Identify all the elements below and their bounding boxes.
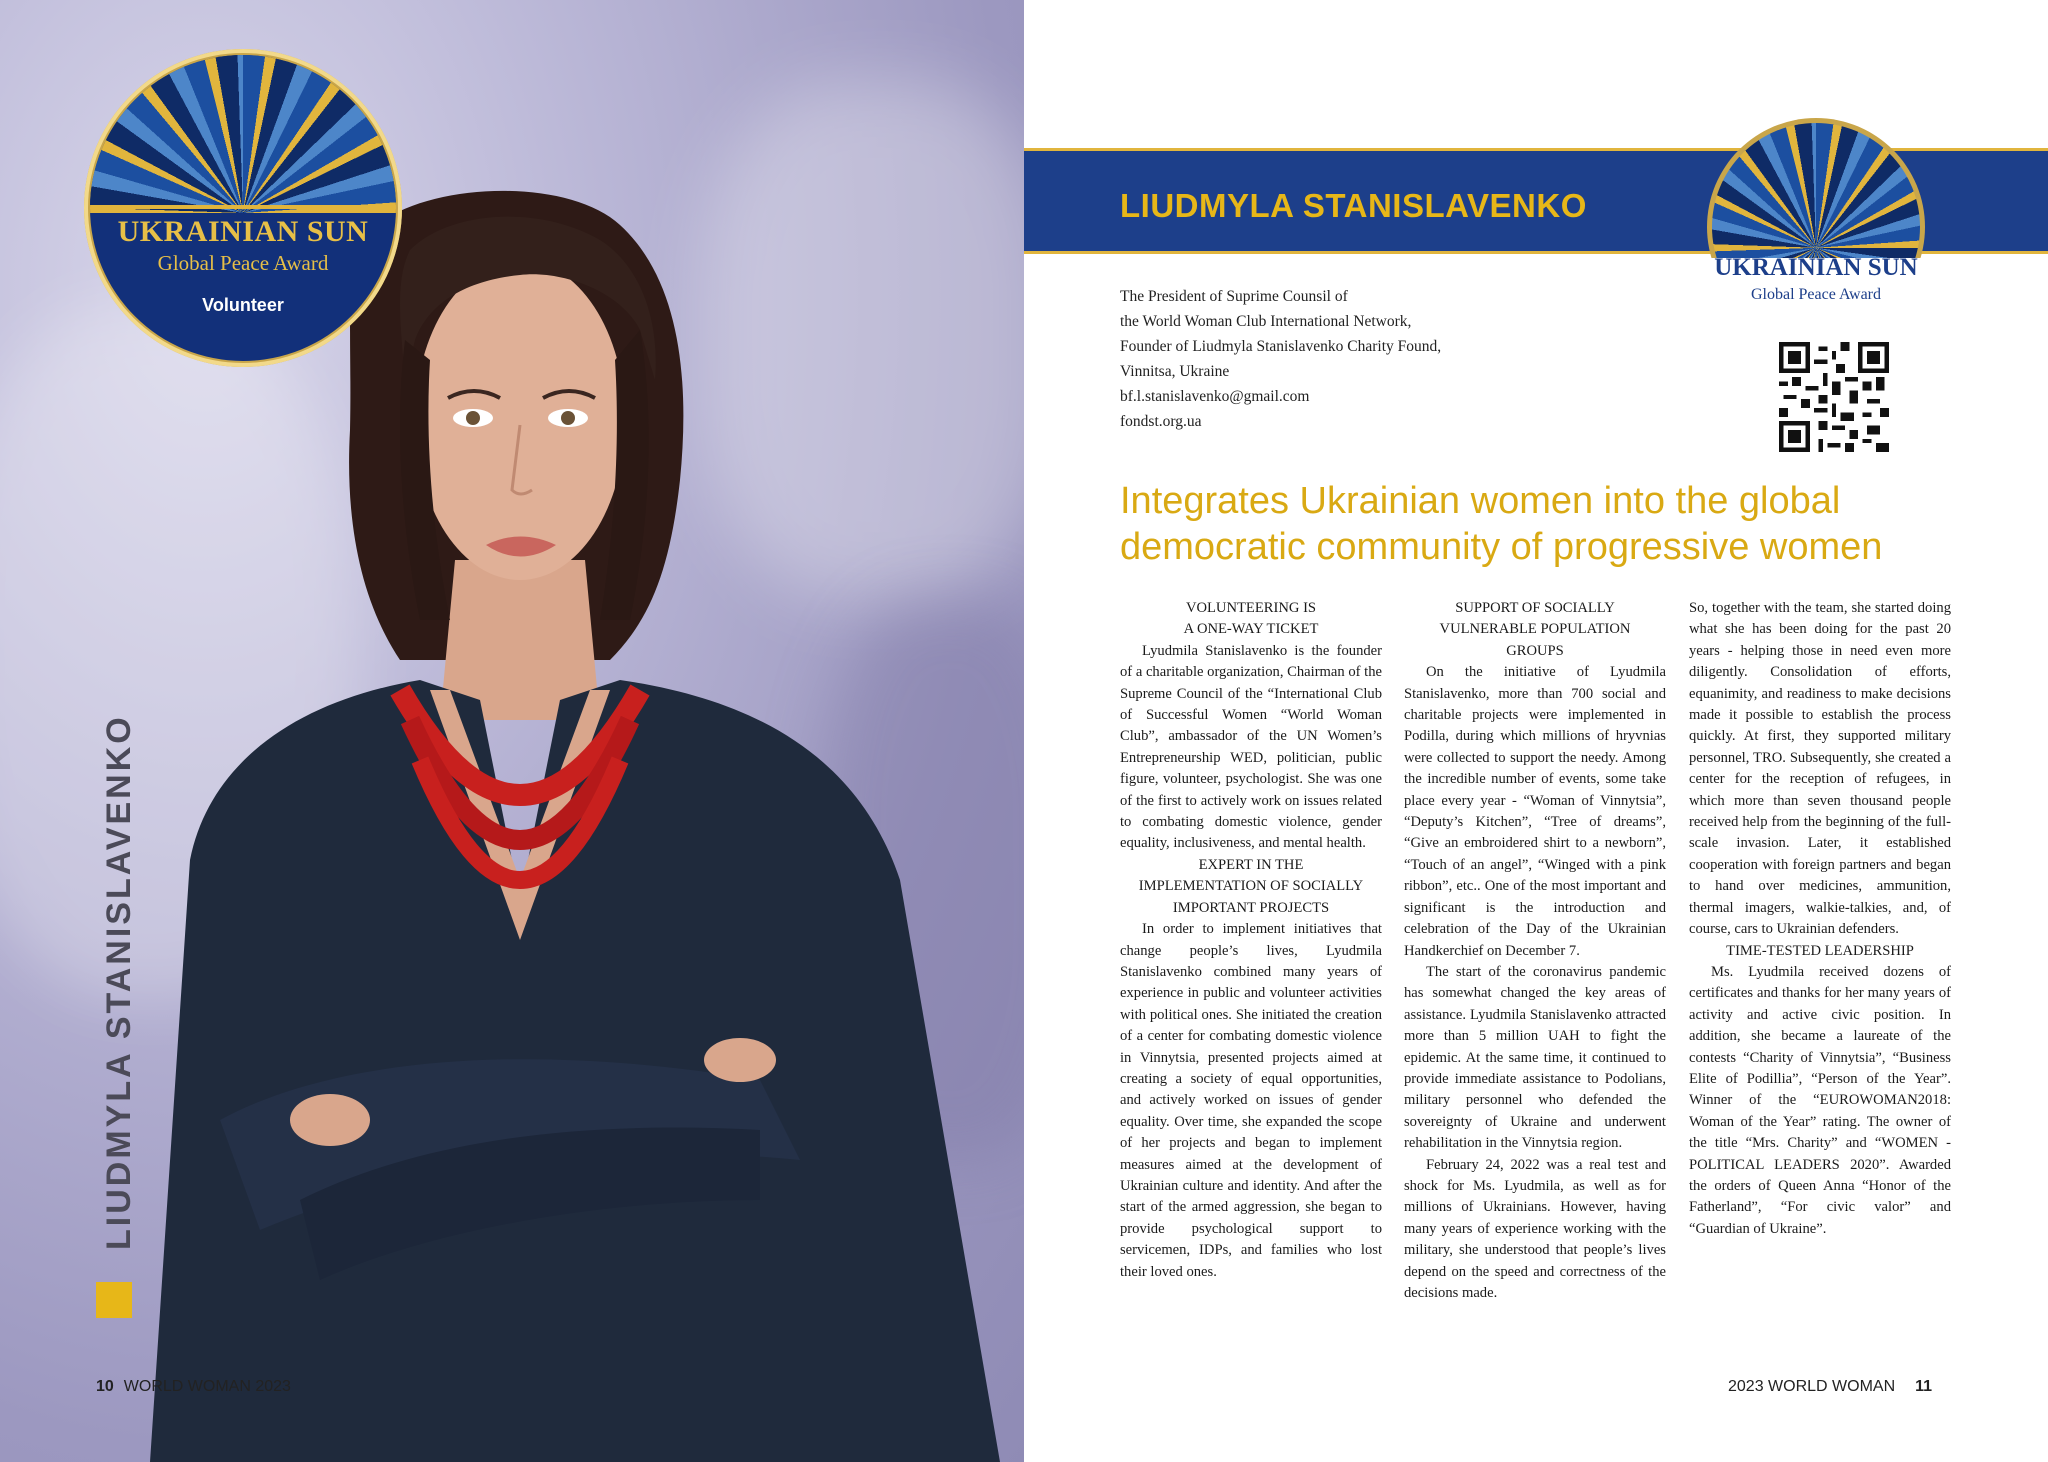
left-folio (96, 1378, 291, 1396)
contact-website[interactable]: fondst.org.ua (1120, 413, 1202, 430)
page-number: 11 (1915, 1378, 1933, 1395)
sun-mosaic-icon (1712, 123, 1920, 258)
section-heading: EXPERT IN THE IMPLEMENTATION OF SOCIALLY IMPORTANT PROJECTS (1138, 856, 1364, 916)
contact-line: the World Woman Club International Network, (1120, 313, 1412, 330)
right-page (1024, 0, 2048, 1462)
badge-title: UKRAINIAN SUN (117, 215, 369, 248)
running-head: WORLD WOMAN 2023 (123, 1378, 291, 1395)
text-column-2 (1404, 598, 1666, 1304)
running-head: 2023 WORLD WOMAN (1728, 1378, 1896, 1395)
body-paragraph: On the initiative of Lyudmila Stanislavenko, more than 700 social and charitable projects were implemented in Podilla, during which millions of hryvnias were collected to support the needy. Among the incredible number of events, some take place every year - “Woman of Vinnytsia”, “Deputy’s Kitchen”, “Tree of dreams”, “Give an embroidered shirt to a newborn”, “Touch of an angel”, “Winged with a pink ribbon”, etc.. One of the most important and significant is the introduction and celebration of the Day of the Ukrainian Handkerchief on December 7. (1404, 664, 1666, 959)
contact-line: The President of Suprime Counsil of (1120, 288, 1348, 305)
contact-block (1120, 284, 1441, 434)
badge-subtitle: Global Peace Award (157, 251, 329, 275)
body-paragraph: In order to implement initiatives that change people’s lives, Lyudmila Stanislavenko combined many years of experience in public and volunteer activities with political ones. She initiated the creation of a center for combating domestic violence in Vinnytsia, presented projects aimed at creating a society of equal opportunities, and actively worked on issues of gender equality. Over time, she expanded the scope of her projects and began to implement measures aimed at the development of Ukrainian culture and identity. And after the start of the armed aggression, she began to provide psychological support to servicemen, IDPs, and families who lost their loved ones. (1120, 921, 1382, 1280)
body-paragraph: So, together with the team, she started doing what she has been doing for the past 20 years - helping those in need even more diligently. Consolidation of efforts, equanimity, and readiness to make decisions made it possible to establish the process quickly. At first, they supported military personnel, TRO. Subsequently, she created a center for the reception of refugees, in which more than seven thousand people received help from the beginning of the full-scale invasion. Later, it established cooperation with foreign partners and began to hand over medicines, ammunition, thermal imagers, walkie-talkies, and, of course, cars to Ukrainian defenders. (1689, 600, 1951, 938)
section-heading: SUPPORT OF SOCIALLY VULNERABLE POPULATION GROUPS (1439, 600, 1631, 659)
contact-line: Founder of Liudmyla Stanislavenko Charity Found, (1120, 338, 1442, 355)
contact-line: Vinnitsa, Ukraine (1120, 363, 1230, 380)
qr-code-icon[interactable] (1779, 342, 1889, 452)
right-folio (1728, 1378, 1932, 1396)
body-paragraph: The start of the coronavirus pandemic has somewhat changed the key areas of assistance. Lyudmila Stanislavenko attracted more than 5 million UAH to fight the epidemic. At the same time, it continued to provide immediate assistance to Podolians, military personnel who defended the sovereignty of Ukraine and underwent rehabilitation in the Vinnytsia region. (1404, 963, 1666, 1152)
body-paragraph: February 24, 2022 was a real test and shock for Ms. Lyudmila, as well as for millions of Ukrainians. However, having many years of experience working with the military, she understood that people’s lives depend on the speed and correctness of the decisions made. (1404, 1156, 1666, 1301)
text-column-1 (1120, 598, 1382, 1283)
section-heading: VOLUNTEERING IS A ONE-WAY TICKET (1183, 600, 1319, 638)
section-heading: TIME-TESTED LEADERSHIP (1726, 942, 1914, 959)
headline: Integrates Ukrainian women into the global democratic community of progressive women (1120, 480, 1883, 568)
banner-name: LIUDMYLA STANISLAVENKO (1120, 187, 1587, 224)
badge-subtitle: Global Peace Award (1750, 286, 1882, 303)
badge-category: Volunteer (202, 295, 284, 315)
award-badge-small (1707, 118, 1925, 258)
body-paragraph: Lyudmila Stanislavenko is the founder of a charitable organization, Chairman of the Supreme Council of the “International Club of Successful Women “World Woman Club”, ambassador of the UN Women’s Entrepreneurship WED, politician, public figure, volunteer, psychologist. She was one of the first to actively work on issues related to combating domestic violence, gender equality, inclusiveness, and mental health. (1120, 642, 1382, 852)
contact-email[interactable]: bf.l.stanislavenko@gmail.com (1120, 388, 1310, 405)
accent-square (96, 1282, 132, 1318)
award-badge (84, 49, 402, 367)
page-number: 10 (96, 1378, 114, 1395)
text-column-3 (1689, 598, 1951, 1240)
body-paragraph: Ms. Lyudmila received dozens of certificates and thanks for her many years of activity and active civic position. In addition, she became a laureate of the contests “Charity of Vinnytsia”, “Business Elite of Podillia”, “Person of the Year”. Winner of the “EUROWOMAN2018: Woman of the Year” rating. The owner of the title “Mrs. Charity” and “WOMEN - POLITICAL LEADERS 2020”. Awarded the orders of Queen Anna “Honor of the Fatherland”, “For civic valor” and “Guardian of Ukraine”. (1689, 963, 1951, 1237)
badge-title: UKRAINIAN SUN (1714, 254, 1918, 281)
sun-mosaic-icon (90, 55, 396, 213)
vertical-name: LIUDMYLA STANISLAVENKO (100, 714, 138, 1250)
